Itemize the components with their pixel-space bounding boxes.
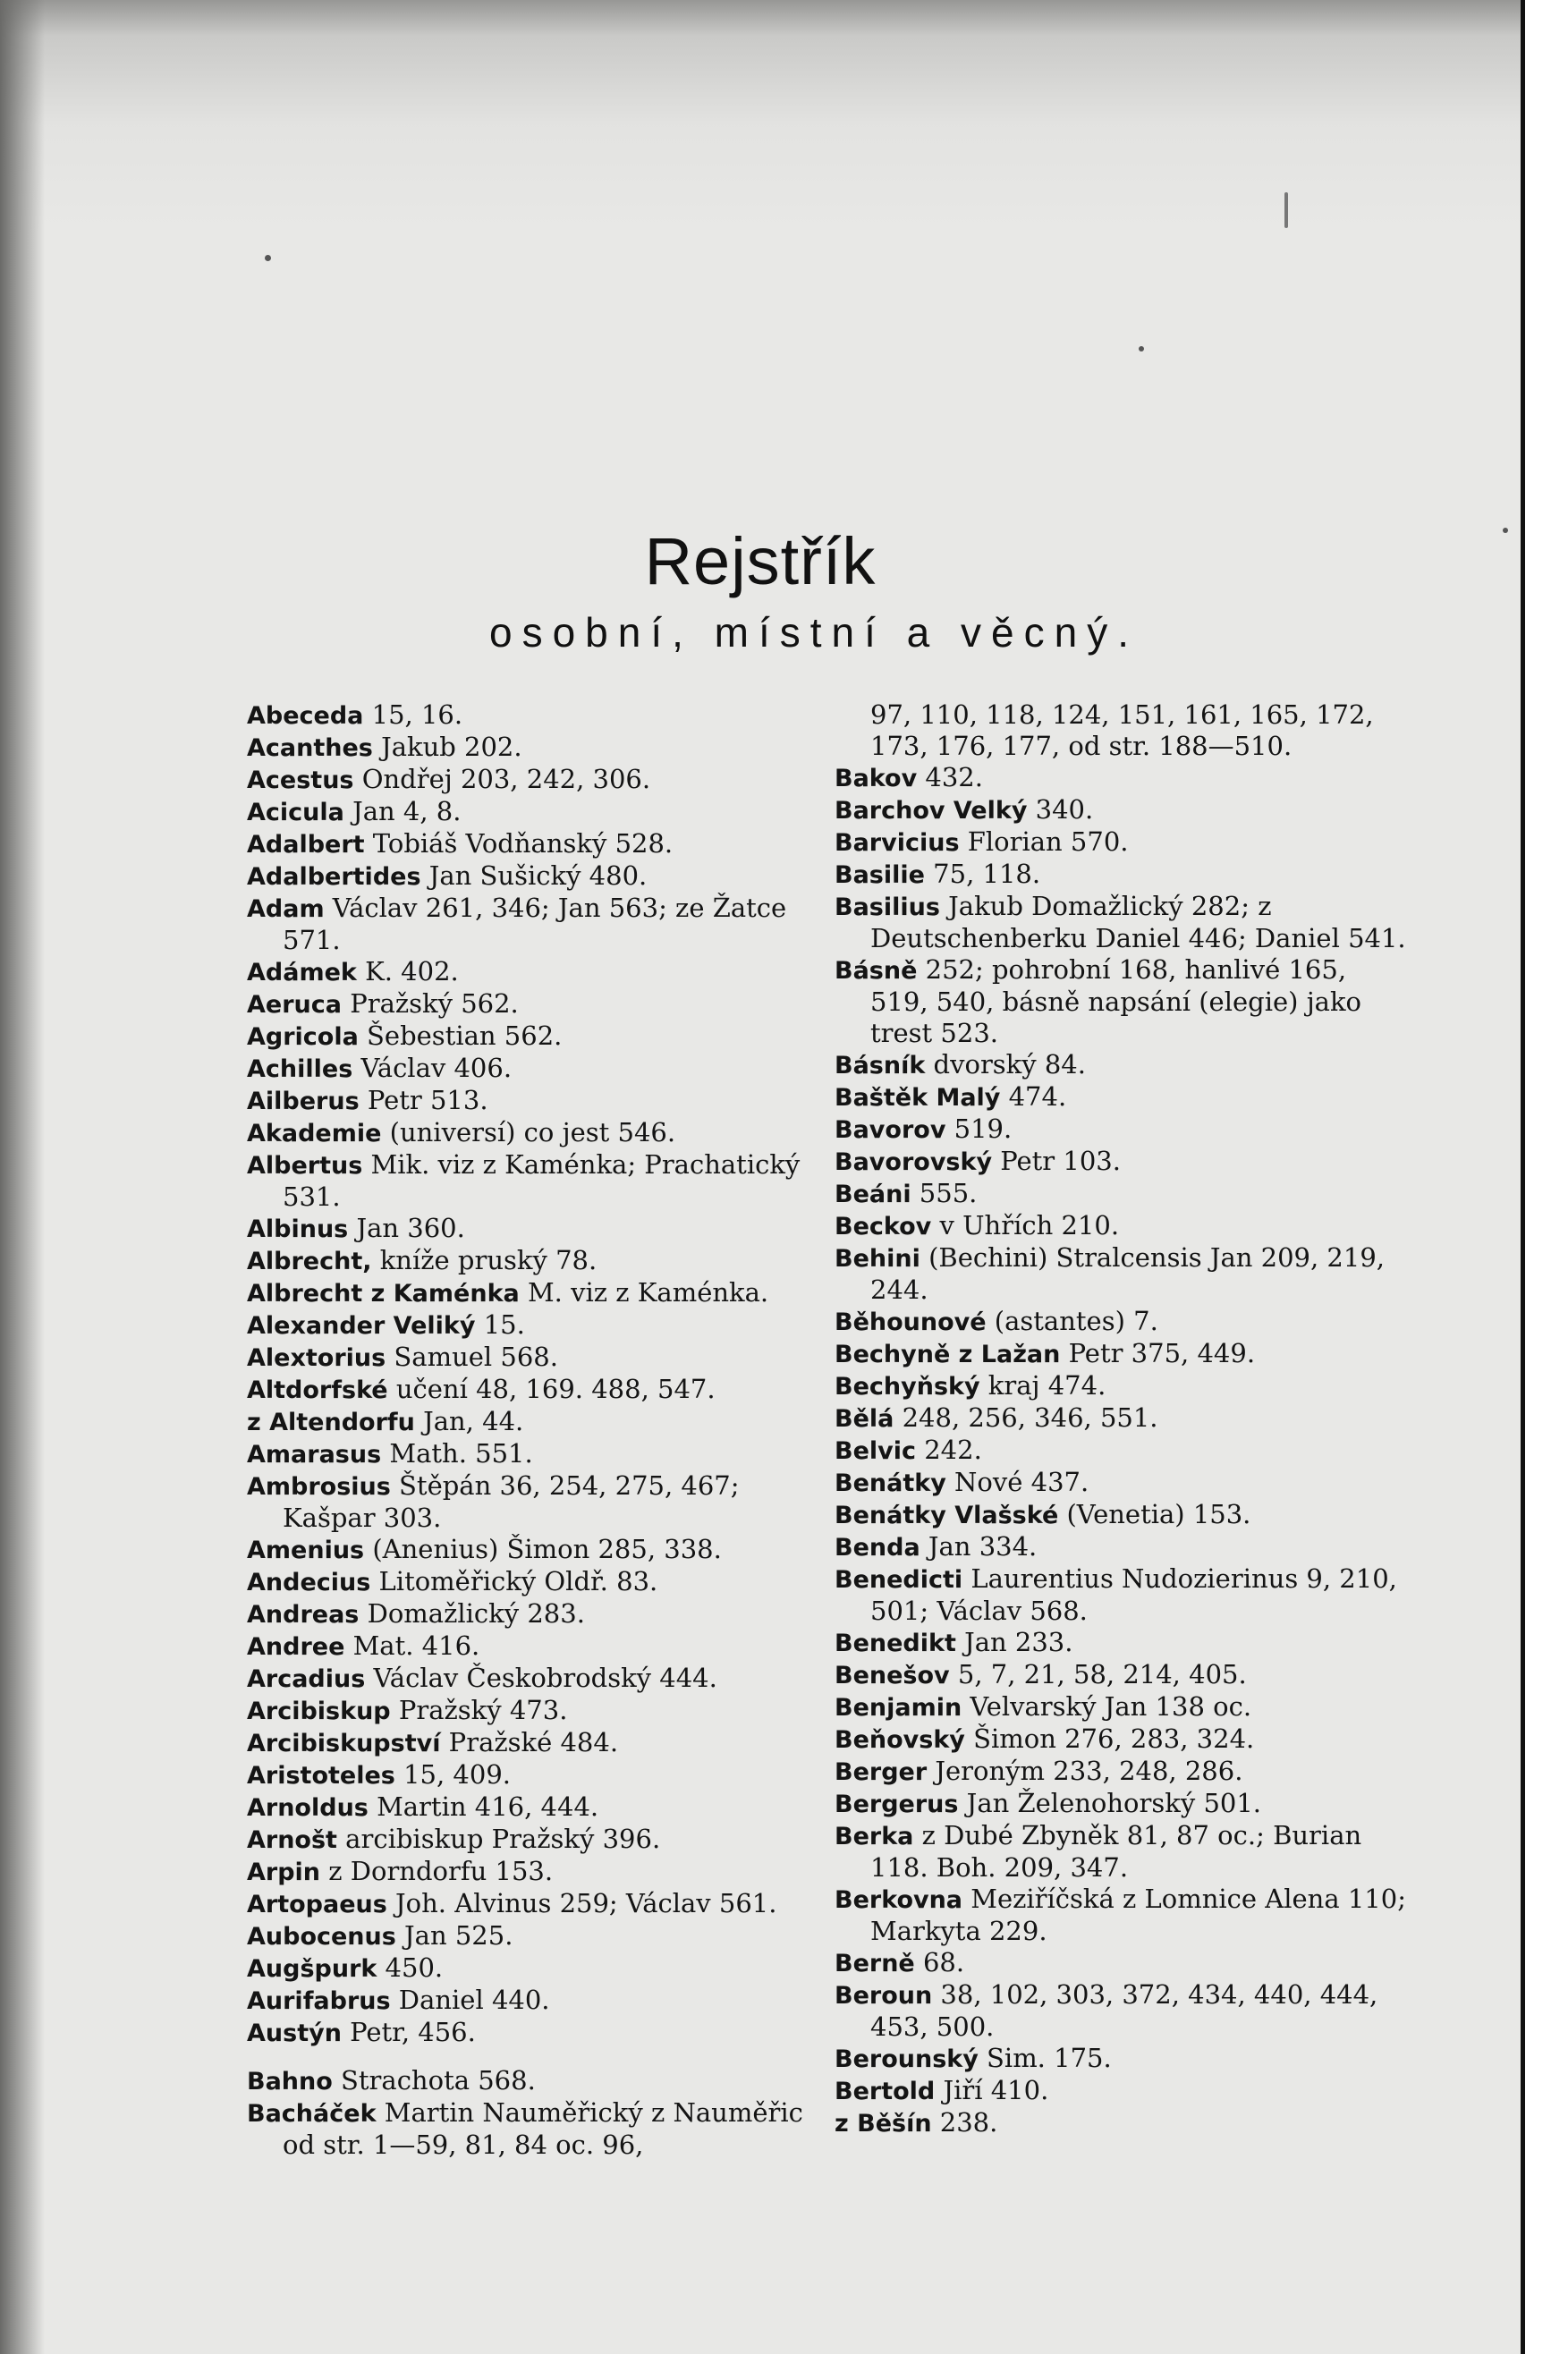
index-entry-references: Jan Želenohorský 501. [958, 1788, 1262, 1818]
index-entry-headword: Benda [835, 1534, 920, 1562]
index-entry-headword: Arnošt [247, 1826, 337, 1854]
index-entry [247, 764, 819, 796]
index-entry-references: K. 402. [356, 956, 459, 986]
index-entry-headword: Agricola [247, 1023, 359, 1051]
index-entry [247, 1245, 819, 1277]
index-entry-references: 5, 7, 21, 58, 214, 405. [949, 1659, 1247, 1689]
index-entry [835, 891, 1407, 954]
index-entry-references: (Bechini) Stralcensis Jan 209, 219, 244. [870, 1242, 1385, 1305]
index-entry-references: Jan 525. [395, 1920, 513, 1951]
index-entry [835, 1081, 1407, 1113]
index-entry-headword: Benátky [835, 1469, 946, 1497]
index-entry-headword: Berger [835, 1758, 928, 1786]
index-entry-references: v Uhřích 210. [931, 1210, 1120, 1241]
index-entry-headword: Adalbert [247, 831, 365, 859]
index-entry [247, 1888, 819, 1920]
index-entry-references: Jakub Domažlický 282; z Deutschenberku Daniel 446; Daniel 541. [870, 891, 1406, 953]
index-entry [835, 1178, 1407, 1210]
index-entry-headword: Arcibiskupství [247, 1730, 441, 1757]
index-entry-headword: Bělá [835, 1405, 894, 1433]
index-entry [247, 2065, 819, 2097]
index-entry-headword: Behini [835, 1245, 920, 1273]
index-entry-headword: Beroun [835, 1982, 933, 2010]
index-entry [835, 1306, 1407, 1338]
index-entry-references: z Dubé Zbyněk 81, 87 oc.; Burian 118. Boh. 209, 347. [870, 1820, 1362, 1883]
index-entry-headword: Amarasus [247, 1441, 382, 1469]
index-entry-headword: Benešov [835, 1662, 950, 1689]
index-entry-headword: Arpin [247, 1859, 321, 1886]
index-entry [835, 826, 1407, 859]
index-entry-headword: Achilles [247, 1055, 353, 1083]
index-entry [247, 1695, 819, 1727]
index-entry-headword: Aurifabrus [247, 1987, 391, 2015]
index-entry-references: 15. [475, 1309, 525, 1340]
index-entry [247, 2017, 819, 2049]
index-entry [247, 1598, 819, 1630]
index-entry-headword: Benjamin [835, 1694, 962, 1722]
index-entry-headword: Alexander Veliký [247, 1312, 476, 1340]
index-entry-references: 97, 110, 118, 124, 151, 161, 165, 172, 173, 176, 177, od str. 188—510. [870, 699, 1374, 761]
index-entry-headword: Beáni [835, 1181, 911, 1208]
index-entry [835, 1435, 1407, 1467]
index-entry [247, 1117, 819, 1149]
index-entry [835, 1242, 1407, 1306]
index-entry-headword: Acicula [247, 799, 344, 826]
index-entry-references: Václav 406. [352, 1053, 513, 1083]
index-entry-references: 15, 16. [363, 699, 463, 730]
index-entry-references: Pražský 473. [390, 1695, 568, 1725]
index-entry [835, 2043, 1407, 2075]
index-entry-headword: Bechyňský [835, 1373, 980, 1401]
index-entry-headword: Augšpurk [247, 1955, 377, 1983]
index-entry [247, 1824, 819, 1856]
index-entry-references: Samuel 568. [386, 1342, 558, 1372]
index-entry [835, 1659, 1407, 1691]
index-entry-headword: Bakov [835, 765, 918, 792]
index-entry-headword: Aristoteles [247, 1762, 395, 1790]
index-entry [835, 1820, 1407, 1884]
index-entry [835, 1627, 1407, 1659]
index-entry-references: Domažlický 283. [359, 1598, 585, 1629]
index-entry [835, 859, 1407, 891]
index-entry-headword: Aeruca [247, 991, 342, 1019]
index-entry-headword: Bavorovský [835, 1148, 993, 1176]
index-entry-headword: Albinus [247, 1215, 349, 1243]
index-entry [835, 794, 1407, 826]
index-entry [835, 1467, 1407, 1499]
index-entry [247, 860, 819, 893]
index-entry-headword: Běhounové [835, 1308, 987, 1336]
index-entry-references: Petr 513. [359, 1085, 488, 1115]
index-entry-references: Jan 4, 8. [343, 796, 462, 826]
index-entry [835, 1370, 1407, 1402]
index-entry-headword: Adam [247, 895, 325, 923]
index-entry-references: Sim. 175. [978, 2043, 1112, 2073]
index-entry [247, 2097, 819, 2161]
page-edge-shadow [0, 0, 45, 2354]
index-entry-references: arcibiskup Pražský 396. [336, 1824, 661, 1854]
index-entry [247, 1213, 819, 1245]
index-entry [247, 893, 819, 956]
index-entry-references: Šebestian 562. [358, 1020, 563, 1051]
index-entry-references: Petr 103. [992, 1146, 1121, 1176]
index-entry [247, 1856, 819, 1888]
index-entry-references: 75, 118. [924, 859, 1041, 889]
index-entry-headword: Belvic [835, 1437, 917, 1465]
index-entry [247, 1791, 819, 1824]
index-entry-references: z Dorndorfu 153. [320, 1856, 554, 1886]
index-entry-headword: Basilie [835, 861, 925, 889]
index-entry [247, 1985, 819, 2017]
index-column-right [835, 699, 1407, 2139]
speck [265, 255, 271, 261]
index-entry [247, 828, 819, 860]
index-entry-references: Petr 375, 449. [1060, 1338, 1256, 1368]
index-entry [247, 1053, 819, 1085]
index-entry-headword: Amenius [247, 1537, 365, 1564]
index-entry-references: Pražský 562. [341, 988, 519, 1019]
index-entry-references: Daniel 440. [390, 1985, 550, 2015]
index-entry-headword: Andecius [247, 1569, 371, 1596]
index-entry-references: Tobiáš Vodňanský 528. [364, 828, 674, 859]
page-margin [1525, 0, 1568, 2354]
index-entry-references: Jeroným 233, 248, 286. [927, 1756, 1243, 1786]
index-entry-references: Meziříčská z Lomnice Alena 110; Markyta 229. [870, 1884, 1406, 1946]
index-entry-references: 340. [1027, 794, 1094, 825]
index-entry-references: Jan Sušický 480. [420, 860, 648, 891]
index-entry [835, 1113, 1407, 1146]
index-entry-headword: Basilius [835, 893, 940, 921]
index-entry-references: Jan 360. [348, 1213, 465, 1243]
speck [1284, 192, 1288, 228]
index-entry-headword: Albrecht z Kaménka [247, 1280, 520, 1308]
index-entry-references: Ondřej 203, 242, 306. [353, 764, 651, 794]
index-entry-headword: Barvicius [835, 829, 960, 857]
index-entry-headword: Bergerus [835, 1791, 959, 1818]
index-entry [247, 699, 819, 732]
index-entry-references: 242. [916, 1435, 982, 1465]
index-entry-references: 450. [377, 1952, 444, 1983]
index-entry [247, 732, 819, 764]
page-subtitle: osobní, místní a věcný. [488, 609, 1139, 656]
index-entry-headword: Altdorfské [247, 1376, 388, 1404]
index-entry [247, 1920, 819, 1952]
index-entry-headword: Alextorius [247, 1344, 386, 1372]
index-entry-headword: Ambrosius [247, 1473, 391, 1501]
index-entry-references: Florian 570. [959, 826, 1129, 857]
index-entry [247, 1630, 819, 1663]
index-entry-headword: Aubocenus [247, 1923, 396, 1951]
index-entry-headword: Bahno [247, 2068, 333, 2096]
index-entry-headword: Beňovský [835, 1726, 965, 1754]
index-entry-references: Petr, 456. [341, 2017, 476, 2047]
index-entry-headword: Benedikt [835, 1630, 956, 1657]
index-entry-headword: Baštěk Malý [835, 1084, 1001, 1112]
index-entry [247, 1952, 819, 1985]
index-entry-references: 555. [911, 1178, 978, 1208]
index-entry-references: 474. [1000, 1081, 1067, 1112]
index-entry-references: 15, 409. [394, 1759, 511, 1790]
index-entry-headword: Akademie [247, 1120, 382, 1147]
index-entry-references: 238. [931, 2107, 998, 2138]
index-entry-references: Velvarský Jan 138 oc. [962, 1691, 1252, 1722]
index-entry-references: 519. [945, 1113, 1013, 1144]
index-entry-references: Jan, 44. [414, 1406, 524, 1436]
index-entry-references: Nové 437. [945, 1467, 1089, 1497]
index-entry-references: M. viz z Kaménka. [519, 1277, 769, 1308]
speck [1139, 346, 1144, 351]
index-entry [247, 1277, 819, 1309]
index-entry [247, 796, 819, 828]
index-entry-references: (astantes) 7. [986, 1306, 1158, 1336]
index-entry-references: kraj 474. [979, 1370, 1106, 1401]
index-entry-headword: Andreas [247, 1601, 360, 1629]
index-entry [835, 1338, 1407, 1370]
index-entry-references: Jan 233. [955, 1627, 1073, 1657]
index-entry [247, 1085, 819, 1117]
index-entry-headword: Berounský [835, 2045, 979, 2073]
index-entry-references: 38, 102, 303, 372, 434, 440, 444, 453, 500. [870, 1979, 1378, 2042]
index-entry-headword: Berka [835, 1823, 914, 1850]
index-entry-headword: Andree [247, 1633, 345, 1661]
index-entry-references: Šimon 276, 283, 324. [964, 1723, 1255, 1754]
index-entry [247, 1342, 819, 1374]
index-entry-headword: Benátky Vlašské [835, 1502, 1059, 1529]
index-entry [835, 954, 1407, 1049]
index-entry [835, 1884, 1407, 1947]
index-entry-references: 252; pohrobní 168, hanlivé 165, 519, 540, básně napsání (elegie) jako trest 523. [870, 954, 1362, 1048]
index-entry [247, 1566, 819, 1598]
index-entry-headword: Albrecht, [247, 1248, 372, 1275]
index-entry-headword: Bavorov [835, 1116, 946, 1144]
index-entry-headword: Arcadius [247, 1665, 366, 1693]
index-entry [247, 1470, 819, 1534]
index-entry-headword: Adalbertides [247, 863, 421, 891]
index-entry [247, 1406, 819, 1438]
index-entry [835, 1788, 1407, 1820]
index-entry-headword: Beckov [835, 1213, 932, 1241]
index-entry-headword: Bechyně z Lažan [835, 1341, 1061, 1368]
index-entry-references: Mik. viz z Kaménka; Prachatický 531. [283, 1149, 801, 1212]
index-entry-references: učení 48, 169. 488, 547. [387, 1374, 716, 1404]
index-entry [247, 1759, 819, 1791]
index-entry [247, 1020, 819, 1053]
index-entry [835, 1723, 1407, 1756]
index-entry-references: Martin 416, 444. [368, 1791, 599, 1822]
index-entry-references: Joh. Alvinus 259; Václav 561. [386, 1888, 777, 1918]
index-entry [835, 1049, 1407, 1081]
index-entry-references: Litoměřický Oldř. 83. [370, 1566, 658, 1596]
index-entry-headword: Albertus [247, 1152, 363, 1180]
index-entry [835, 762, 1407, 794]
index-entry-headword: Abeceda [247, 702, 364, 730]
index-entry-headword: Austýn [247, 2020, 342, 2047]
index-entry [835, 1210, 1407, 1242]
index-entry-headword: Bertold [835, 2078, 936, 2105]
index-entry [247, 1374, 819, 1406]
index-entry-headword: Ailberus [247, 1088, 360, 1115]
index-entry-references: Jakub 202. [372, 732, 522, 762]
index-entry [247, 1438, 819, 1470]
index-entry-references: (Venetia) 153. [1058, 1499, 1251, 1529]
index-entry [835, 2075, 1407, 2107]
index-entry [835, 1756, 1407, 1788]
index-entry-references: Strachota 568. [332, 2065, 536, 2096]
index-entry-references: (Anenius) Šimon 285, 338. [364, 1534, 722, 1564]
index-entry [247, 1149, 819, 1213]
index-entry [247, 1534, 819, 1566]
index-entry [835, 1499, 1407, 1531]
index-entry-headword: Básně [835, 957, 918, 985]
index-entry-headword: Arcibiskup [247, 1698, 391, 1725]
index-entry-references: (universí) co jest 546. [381, 1117, 676, 1147]
index-entry [247, 956, 819, 988]
index-entry-references: Václav Českobrodský 444. [365, 1663, 717, 1693]
index-entry-references: Laurentius Nudozierinus 9, 210, 501; Václav 568. [870, 1563, 1397, 1626]
index-entry-headword: z Běšín [835, 2110, 932, 2138]
index-column-left [247, 699, 819, 2161]
index-entry-headword: Arnoldus [247, 1794, 369, 1822]
index-entry-references: Štěpán 36, 254, 275, 467; Kašpar 303. [283, 1470, 740, 1533]
index-entry [835, 699, 1407, 762]
index-entry-headword: Adámek [247, 959, 357, 986]
index-entry-headword: Básník [835, 1052, 926, 1080]
index-entry [835, 1402, 1407, 1435]
index-entry-references: dvorský 84. [925, 1049, 1086, 1080]
index-entry [247, 1663, 819, 1695]
index-entry [835, 1947, 1407, 1979]
index-entry-headword: Acanthes [247, 734, 373, 762]
index-entry [835, 1531, 1407, 1563]
index-entry-references: 68. [914, 1947, 965, 1977]
index-entry [247, 1727, 819, 1759]
page-title: Rejstřík [644, 524, 877, 598]
index-entry-headword: Barchov Velký [835, 797, 1028, 825]
index-entry-references: Jiří 410. [935, 2075, 1049, 2105]
index-entry [835, 1691, 1407, 1723]
index-entry-references: Pražské 484. [440, 1727, 619, 1757]
index-entry-headword: Acestus [247, 766, 354, 794]
index-entry-headword: Artopaeus [247, 1891, 387, 1918]
index-entry-references: Václav 261, 346; Jan 563; ze Žatce 571. [283, 893, 787, 955]
index-entry [835, 1979, 1407, 2043]
index-entry-references: Jan 334. [920, 1531, 1038, 1562]
index-entry [247, 1309, 819, 1342]
index-entry-headword: Bacháček [247, 2100, 377, 2128]
index-entry-headword: z Altendorfu [247, 1409, 415, 1436]
index-entry [835, 2107, 1407, 2139]
index-entry-references: 248, 256, 346, 551. [894, 1402, 1158, 1433]
index-entry-references: Math. 551. [381, 1438, 533, 1469]
index-entry-headword: Berně [835, 1950, 915, 1977]
index-entry-headword: Benedicti [835, 1566, 963, 1594]
index-entry-headword: Berkovna [835, 1886, 963, 1914]
index-entry [247, 988, 819, 1020]
index-entry-references: Mat. 416. [344, 1630, 480, 1661]
index-entry-references: Martin Nauměřický z Nauměřic od str. 1—59, 81, 84 oc. 96, [283, 2097, 803, 2160]
index-entry [835, 1563, 1407, 1627]
index-entry [835, 1146, 1407, 1178]
index-entry-references: kníže pruský 78. [371, 1245, 598, 1275]
index-entry-references: 432. [917, 762, 983, 792]
